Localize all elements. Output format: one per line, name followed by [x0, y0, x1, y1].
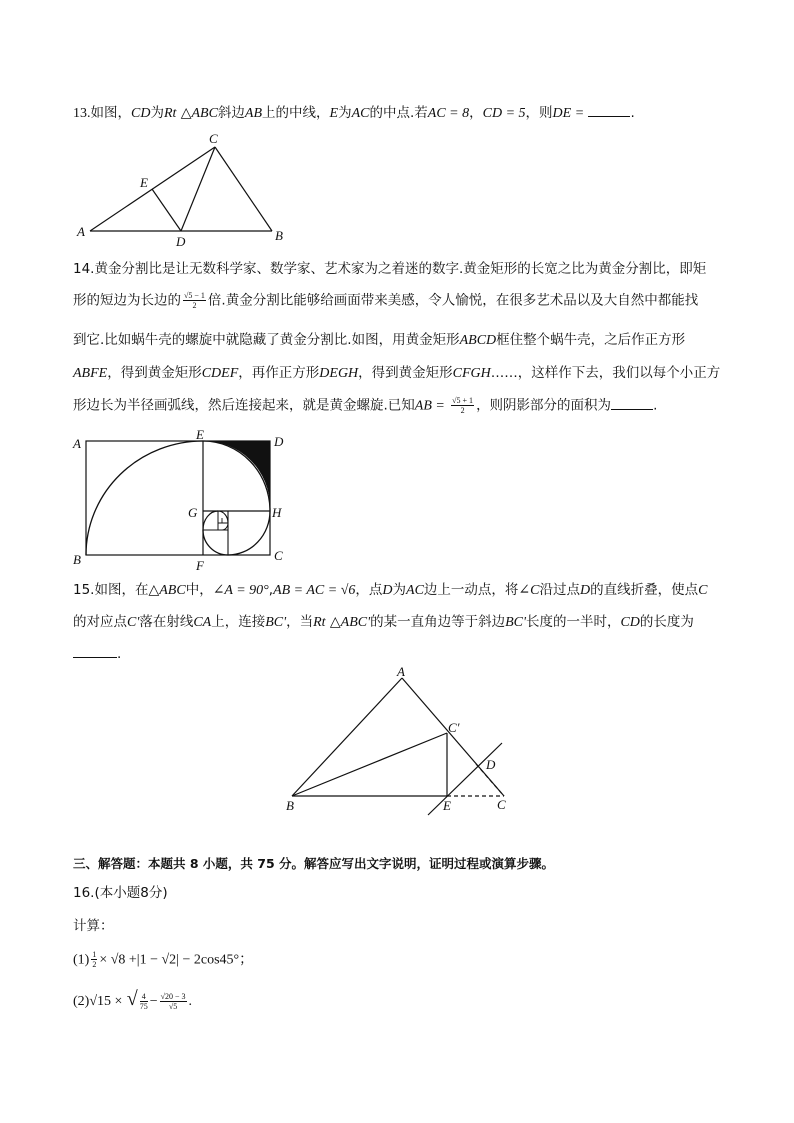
q13-triangle-figure [70, 130, 300, 250]
q14-line-4: ABFE，得到黄金矩形CDEF，再作正方形DEGH，得到黄金矩形CFGH……，这样作下去，我们以每个小正方 [73, 365, 721, 381]
q14-label-H: H [272, 505, 282, 520]
q15-label-C: C [497, 797, 506, 812]
q16-part-1: (1) $\frac{1}{2}$ × √8 +|1 − √2| − 2cos45°； [73, 950, 254, 969]
q16-half-fraction: $\frac{1}{2}$ [92, 950, 97, 969]
q13-label-A: A [77, 224, 85, 239]
q15-line-3: . [73, 645, 121, 663]
q13-text: 13.如图，CD为Rt △ABC斜边AB上的中线，E为AC的中点.若AC = 8，CD = 5，则DE = . [73, 105, 635, 121]
q15-label-E: E [443, 798, 451, 813]
q15-line-2: 的对应点C'落在射线CA上，连接BC'，当Rt △ABC'的某一直角边等于斜边BC'长度的一半时，CD的长度为 [73, 614, 694, 630]
q16-calc-label: 计算： [73, 918, 114, 934]
q14-label-E: E [196, 427, 204, 442]
q16-sqrt-fraction: $\frac{4}{75}$ [139, 991, 148, 1011]
q15-answer-blank[interactable] [73, 645, 117, 658]
q15-label-B: B [286, 798, 294, 813]
q15-line-1: 15.如图，在△ABC中，∠A = 90°,AB = AC = √6，点D为AC边上一动点，将∠C沿过点D的直线折叠，使点C [73, 582, 708, 598]
q15-label-A: A [397, 664, 405, 679]
q13-label-D: D [176, 234, 186, 249]
q14-line-5: 形边长为半径画弧线，然后连接起来，就是黄金螺旋.已知AB = $\frac{√5 + 1}{2}$ ，则阴影部分的面积为 . [73, 396, 658, 415]
q16-second-fraction: $\frac{√20 - 3}{√5}$ [160, 991, 186, 1011]
q13-label-B: B [275, 228, 283, 243]
q14-fraction-1: $\frac{√5 - 1}{2}$ [184, 291, 205, 310]
q14-label-A: A [73, 436, 81, 451]
q14-label-C: C [274, 548, 283, 563]
q16-part-2: (2)√15 × √ $\frac{4}{75}$ − $\frac{√20 - 3}{√5}$ . [73, 988, 193, 1011]
q14-line-3: 到它.比如蜗牛壳的螺旋中就隐藏了黄金分割比.如图，用黄金矩形ABCD框住整个蜗牛壳，之后作正方形 [73, 332, 686, 348]
q14-answer-blank[interactable] [611, 397, 653, 410]
q14-line-1: 14.黄金分割比是让无数科学家、数学家、艺术家为之着迷的数字.黄金矩形的长宽之比为黄金分割比，即矩 [73, 261, 707, 277]
q15-label-C-prime: C′ [448, 720, 460, 735]
q14-label-G: G [188, 505, 198, 520]
q14-golden-spiral-figure [70, 427, 300, 575]
q14-label-F: F [196, 558, 204, 573]
section-three-heading: 三、解答题：本题共 8 小题，共 75 分。解答应写出文字说明，证明过程或演算步骤。 [73, 856, 555, 871]
q13-label-E: E [140, 175, 148, 190]
q14-label-B: B [73, 552, 81, 567]
q13-answer-blank[interactable] [588, 104, 630, 117]
q13-label-C: C [209, 131, 218, 146]
q14-label-D: D [274, 434, 284, 449]
q14-line-2: 形的短边为长边的 $\frac{√5 - 1}{2}$ 倍.黄金分割比能够给画面带来美感，令人愉悦，在很多艺术品以及大自然中都能找 [73, 291, 699, 310]
q15-label-D: D [486, 757, 496, 772]
q15-triangle-figure [280, 664, 530, 818]
q14-fraction-2: $\frac{√5 + 1}{2}$ [452, 396, 474, 415]
q16-heading: 16.(本小题8分) [73, 885, 168, 901]
